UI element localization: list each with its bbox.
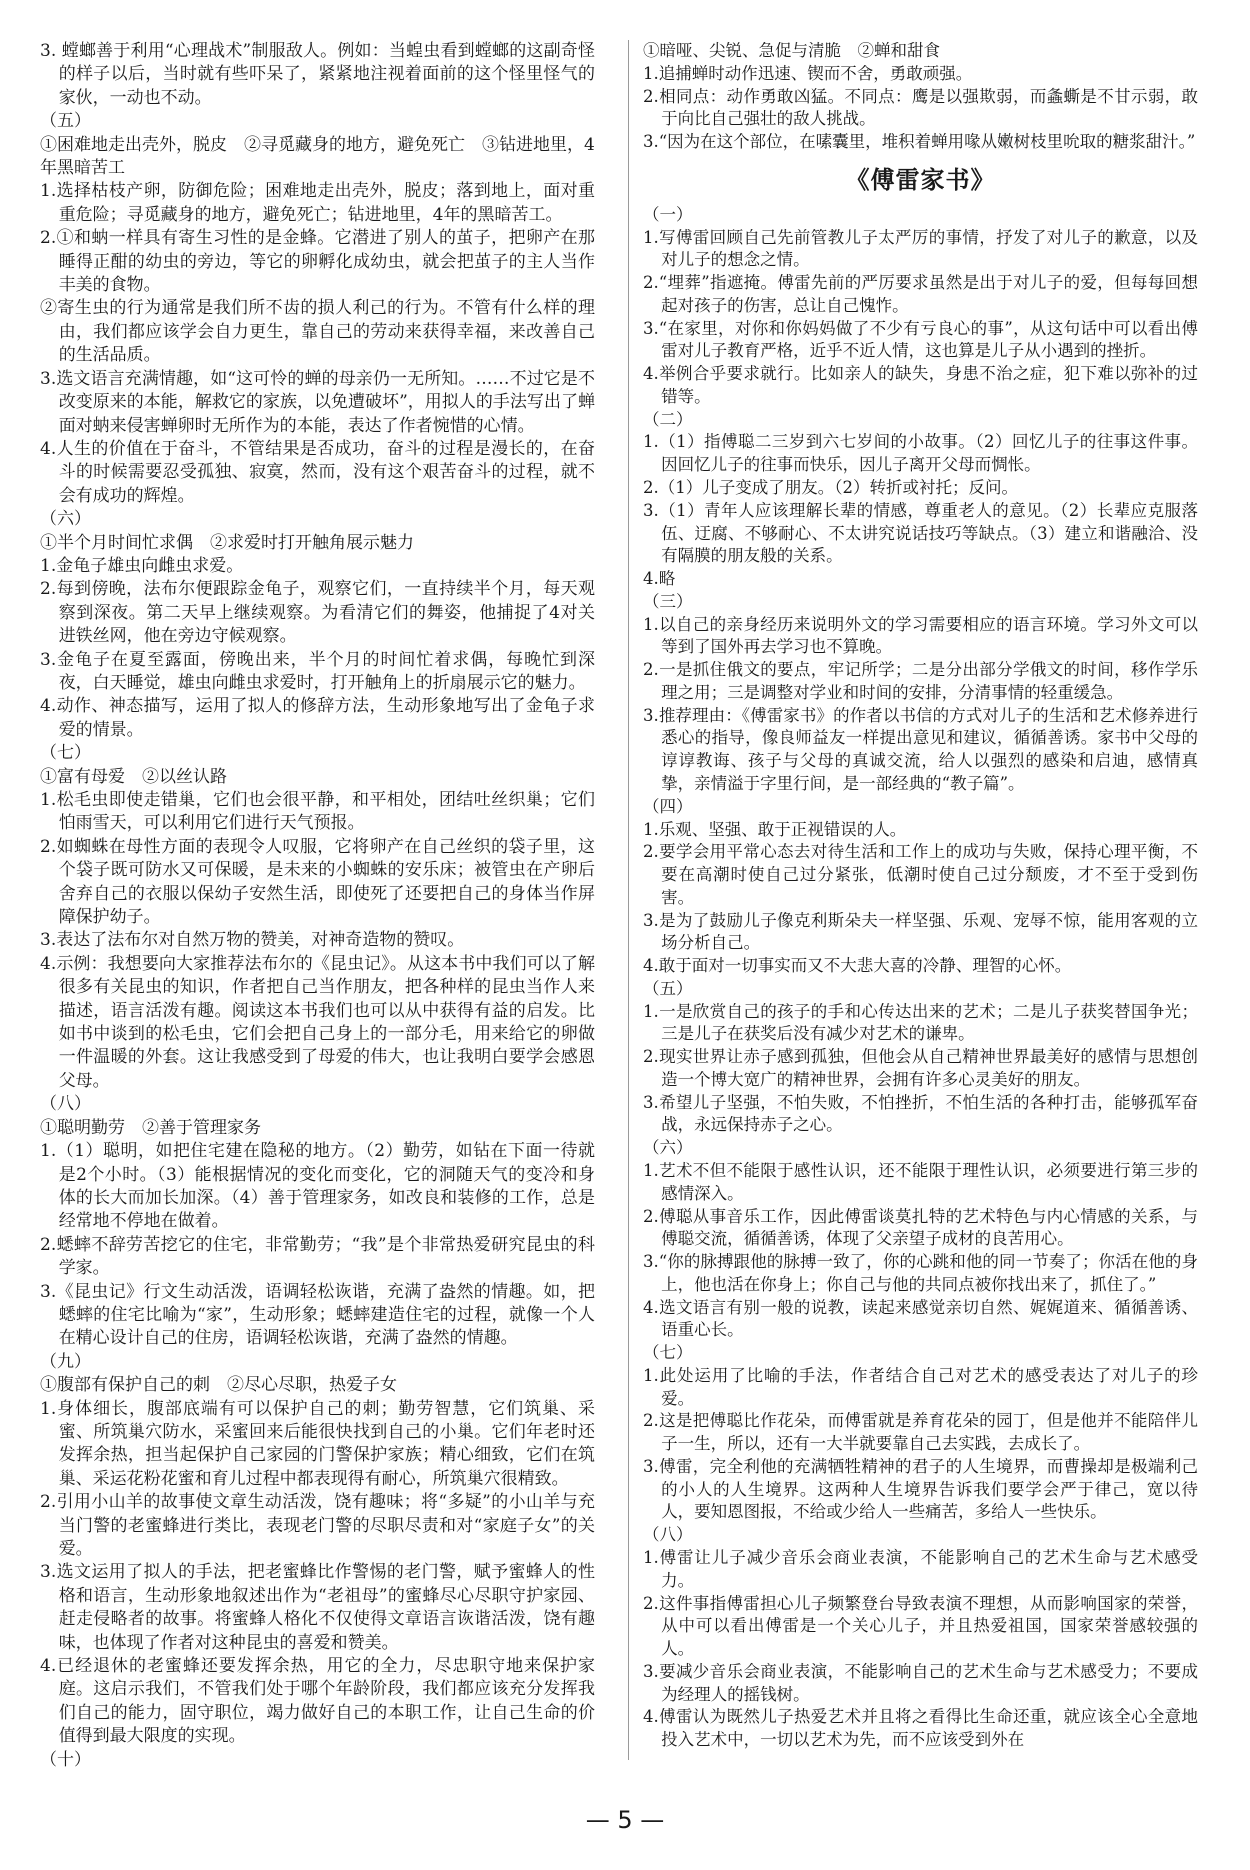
blank-answers: ①暗哑、尖锐、急促与清脆 ②蝉和甜食 bbox=[643, 41, 940, 60]
blank-answers: ①半个月时间忙求偶 ②求爱时打开触角展示魅力 bbox=[40, 532, 414, 553]
answer-item: 4.傅雷认为既然儿子热爱艺术并且将之看得比生命还重，就应该全心全意地投入艺术中，一切以艺术为先，而不应该受到外在 bbox=[643, 1707, 1198, 1750]
answer-item: 2.（1）儿子变成了朋友。（2）转折或衬托；反问。 bbox=[643, 478, 1018, 498]
section-heading: （二） bbox=[643, 409, 693, 429]
book-title: 《傅雷家书》 bbox=[845, 164, 996, 194]
answer-item: 2.这件事指傅雷担心儿子频繁登台导致表演不理想，从而影响国家的荣誉，从中可以看出傅雷是一个关心儿子，并且热爱祖国，国家荣誉感较强的人。 bbox=[643, 1593, 1198, 1659]
answer-item: 2.“埋葬”指遮掩。傅雷先前的严厉要求虽然是出于对儿子的爱，但每每回想起对孩子的伤害，总让自己愧怍。 bbox=[643, 273, 1198, 315]
answer-item: 1.艺术不但不能限于感性认识，还不能限于理性认识，必须要进行第三步的感情深入。 bbox=[643, 1160, 1198, 1203]
left-column bbox=[40, 40, 595, 1772]
answer-item: 3.金龟子在夏至露面，傍晚出来，半个月的时间忙着求偶，每晚忙到深夜，白天睡觉，雄虫向雌虫求爱时，打开触角上的折扇展示它的魅力。 bbox=[40, 649, 595, 693]
section-heading: （六） bbox=[40, 509, 91, 530]
column-divider bbox=[628, 40, 629, 1760]
section-heading: （五） bbox=[40, 111, 91, 132]
answer-item: 2.现实世界让赤子感到孤独，但他会从自己精神世界最美好的感情与思想创造一个博大宽广的精神世界，会拥有许多心灵美好的朋友。 bbox=[643, 1047, 1198, 1089]
answer-item: 2.蟋蟀不辞劳苦挖它的住宅，非常勤劳；“我”是个非常热爱研究昆虫的科学家。 bbox=[40, 1234, 595, 1279]
answer-item: 2.每到傍晚，法布尔便跟踪金龟子，观察它们，一直持续半个月，每天观察到深夜。第二天早上继续观察。为看清它们的舞姿，他捕捉了4对关进铁丝网，他在旁边守候观察。 bbox=[40, 579, 595, 647]
section-heading: （七） bbox=[643, 1343, 693, 1363]
answer-item: 3.要减少音乐会商业表演，不能影响自己的艺术生命与艺术感受力；不要成为经理人的摇钱树。 bbox=[643, 1661, 1198, 1704]
answer-item: 3.是为了鼓励儿子像克利斯朵夫一样坚强、乐观、宠辱不惊，能用客观的立场分析自己。 bbox=[643, 910, 1198, 953]
answer-item: 4.动作、神态描写，运用了拟人的修辞方法，生动形象地写出了金龟子求爱的情景。 bbox=[40, 696, 595, 740]
section-heading: （四） bbox=[643, 796, 693, 816]
answer-item: 3.《昆虫记》行文生动活泼，语调轻松诙谐，充满了盎然的情趣。如，把蟋蟀的住宅比喻为“家”，生动形象；蟋蟀建造住宅的过程，就像一个人在精心设计自己的住房，语调轻松诙谐，充满了盎然的情趣。 bbox=[40, 1281, 595, 1349]
answer-item: 3.推荐理由：《傅雷家书》的作者以书信的方式对儿子的生活和艺术修养进行悉心的指导，像良师益友一样提出意见和建议，循循善诱。家书中父母的谆谆教诲、孩子与父母的真诚交流，给人以强烈的感染和启迪，感情真挚，亲情溢于字里行间，是一部经典的“教子篇”。 bbox=[643, 705, 1198, 793]
section-heading: （八） bbox=[40, 1094, 91, 1115]
section-heading: （九） bbox=[40, 1351, 91, 1372]
answer-item: 1.傅雷让儿子减少音乐会商业表演，不能影响自己的艺术生命与艺术感受力。 bbox=[643, 1548, 1198, 1590]
answer-item: ②寄生虫的行为通常是我们所不齿的损人利己的行为。不管有什么样的理由，我们都应该学会自力更生，靠自己的劳动来获得幸福，来改善自己的生活品质。 bbox=[40, 298, 595, 366]
answer-item: 3.傅雷，完全利他的充满牺牲精神的君子的人生境界，而曹操却是极端利己的小人的人生境界。这两种人生境界告诉我们要学会严于律己，宽以待人，要知恩图报，不给或少给人一些痛苦，多给人一些快乐。 bbox=[643, 1456, 1198, 1522]
answer-item: 3.希望儿子坚强，不怕失败，不怕挫折，不怕生活的各种打击，能够孤军奋战，永远保持赤子之心。 bbox=[643, 1092, 1198, 1135]
answer-item: 1.追捕蝉时动作迅速、锲而不舍，勇敢顽强。 bbox=[643, 63, 973, 83]
answer-item: 1.以自己的亲身经历来说明外文的学习需要相应的语言环境。学习外文可以等到了国外再去学习也不算晚。 bbox=[643, 614, 1198, 657]
section-heading: （六） bbox=[643, 1138, 693, 1158]
answer-item: 4.人生的价值在于奋斗，不管结果是否成功，奋斗的过程是漫长的，在奋斗的时候需要忍受孤独、寂寞，然而，没有这个艰苦奋斗的过程，就不会有成功的辉煌。 bbox=[40, 438, 595, 506]
answer-item: 1.松毛虫即使走错巢，它们也会很平静，和平相处，团结吐丝织巢；它们怕雨雪天，可以利用它们进行天气预报。 bbox=[40, 790, 595, 834]
answer-item: 2.这是把傅聪比作花朵，而傅雷就是养育花朵的园丁，但是他并不能陪伴儿子一生，所以，还有一大半就要靠自己去实践，去成长了。 bbox=[643, 1411, 1198, 1454]
answer-item: 3.“在家里，对你和你妈妈做了不少有亏良心的事”，从这句话中可以看出傅雷对儿子教育严格，近乎不近人情，这也算是儿子从小遇到的挫折。 bbox=[643, 318, 1198, 361]
blank-answers: ①聪明勤劳 ②善于管理家务 bbox=[40, 1117, 261, 1138]
blank-answers: ①腹部有保护自己的刺 ②尽心尽职，热爱子女 bbox=[40, 1375, 397, 1396]
answer-item: 2.引用小山羊的故事使文章生动活泼，饶有趣味；将“多疑”的小山羊与充当门警的老蜜蜂进行类比，表现老门警的尽职尽责和对“家庭子女”的关爱。 bbox=[40, 1492, 595, 1559]
section-heading: （七） bbox=[40, 743, 91, 764]
answer-item: 4.已经退休的老蜜蜂还要发挥余热，用它的全力，尽忠职守地来保护家庭。这启示我们，不管我们处于哪个年龄阶段，我们都应该充分发挥我们自己的能力，固守职位，竭力做好自己的本职工作，让自己生命的价值得到最大限度的实现。 bbox=[40, 1656, 595, 1747]
answer-item: 1.金龟子雄虫向雌虫求爱。 bbox=[40, 555, 244, 576]
answer-item: 2.如蜘蛛在母性方面的表现令人叹服，它将卵产在自己丝织的袋子里，这个袋子既可防水又可保暖，是未来的小蜘蛛的安乐床；被管虫在产卵后舍弃自己的衣服以保幼子安然生活，即使死了还要把自己的身体当作屏障保护幼子。 bbox=[40, 836, 595, 928]
answer-item: 3.选文语言充满情趣，如“这可怜的蝉的母亲仍一无所知。……不过它是不改变原来的本能，解救它的家族，以免遭破坏”，用拟人的手法写出了蝉面对蚋来侵害蝉卵时无所作为的本能，表达了作者惋惜的心情。 bbox=[40, 368, 595, 436]
answer-item: 4.敢于面对一切事实而又不大悲大喜的冷静、理智的心怀。 bbox=[643, 956, 1072, 976]
answer-item: 2.①和蚋一样具有寄生习性的是金蜂。它潜进了别人的茧子，把卵产在那睡得正酣的幼虫的旁边，等它的卵孵化成幼虫，就会把茧子的主人当作丰美的食物。 bbox=[40, 228, 595, 296]
answer-item: 1.乐观、坚强、敢于正视错误的人。 bbox=[643, 819, 907, 839]
answer-item: 1.身体细长，腹部底端有可以保护自己的刺；勤劳智慧，它们筑巢、采蜜、所筑巢穴防水，采蜜回来后能很快找到自己的小巢。它们年老时还发挥余热，担当起保护自己家园的门警保护家族；精心细致，它们在筑巢、采运花粉花蜜和育儿过程中都表现得有耐心，所筑巢穴很精致。 bbox=[40, 1398, 595, 1489]
answer-item: 4.举例合乎要求就行。比如亲人的缺失，身患不治之症，犯下难以弥补的过错等。 bbox=[643, 364, 1198, 406]
section-heading: （八） bbox=[643, 1525, 693, 1545]
answer-item: 1.选择枯枝产卵，防御危险；困难地走出壳外，脱皮；落到地上，面对重重危险；寻觅藏身的地方，避免死亡；钻进地里，4年的黑暗苦工。 bbox=[40, 181, 595, 225]
section-heading: （三） bbox=[643, 591, 693, 611]
answer-item: 2.一是抓住俄文的要点，牢记所学；二是分出部分学俄文的时间，移作学乐理之用；三是调整对学业和时间的安排，分清事情的轻重缓急。 bbox=[643, 660, 1198, 702]
answer-item: 4.略 bbox=[643, 569, 676, 589]
answer-item: 1.此处运用了比喻的手法，作者结合自己对艺术的感受表达了对儿子的珍爱。 bbox=[643, 1365, 1198, 1408]
answer-item: 3.选文运用了拟人的手法，把老蜜蜂比作警惕的老门警，赋予蜜蜂人的性格和语言，生动形象地叙述出作为“老祖母”的蜜蜂尽心尽职守护家园、赶走侵略者的故事。将蜜蜂人格化不仅使得文章语言诙谐活泼，饶有趣味，也体现了作者对这种昆虫的喜爱和赞美。 bbox=[40, 1562, 595, 1653]
section-heading: （一） bbox=[643, 204, 693, 224]
answer-item: 2.要学会用平常心态去对待生活和工作上的成功与失败，保持心理平衡，不要在高潮时使自己过分紧张，低潮时使自己过分颓废，才不至于受到伤害。 bbox=[643, 842, 1198, 907]
right-column bbox=[643, 40, 1198, 1752]
page-number: — 5 — bbox=[585, 1806, 665, 1834]
answer-item: 2.相同点：动作勇敢凶猛。不同点：鹰是以强欺弱，而螽蟖是不甘示弱，敢于向比自己强壮的敌人挑战。 bbox=[643, 86, 1198, 129]
answer-item: 3.“你的脉搏跟他的脉搏一致了，你的心跳和他的同一节奏了；你活在他的身上，他也活在你身上；你自己与他的共同点被你找出来了，抓住了。” bbox=[643, 1252, 1198, 1294]
answer-item: 2.傅聪从事音乐工作，因此傅雷谈莫扎特的艺术特色与内心情感的关系，与傅聪交流，循循善诱，体现了父亲望子成材的良苦用心。 bbox=[643, 1206, 1198, 1249]
answer-item: 4.选文语言有别一般的说教，读起来感觉亲切自然、娓娓道来、循循善诱、语重心长。 bbox=[643, 1297, 1198, 1340]
answer-item: 1.写傅雷回顾自己先前管教儿子太严厉的事情，抒发了对儿子的歉意，以及对儿子的想念之情。 bbox=[643, 227, 1198, 270]
answer-item: 1.一是欣赏自己的孩子的手和心传达出来的艺术；二是儿子获奖替国争光；三是儿子在获奖后没有减少对艺术的谦卑。 bbox=[643, 1001, 1198, 1044]
answer-item: 3. 螳螂善于利用“心理战术”制服敌人。例如：当蝗虫看到螳螂的这副奇怪的样子以后，当时就有些吓呆了，紧紧地注视着面前的这个怪里怪气的家伙，一动也不动。 bbox=[40, 41, 595, 108]
blank-answers: ①困难地走出壳外，脱皮 ②寻觅藏身的地方，避免死亡 ③钻进地里，4年黑暗苦工 bbox=[40, 134, 595, 179]
answer-item: 3.表达了法布尔对自然万物的赞美，对神奇造物的赞叹。 bbox=[40, 930, 465, 951]
section-heading: （五） bbox=[643, 978, 693, 998]
answer-item: 3.（1）青年人应该理解长辈的情感，尊重老人的意见。（2）长辈应克服落伍、迂腐、不够耐心、不太讲究说话技巧等缺点。（3）建立和谐融洽、没有隔膜的朋友般的关系。 bbox=[643, 500, 1198, 566]
answer-item: 3.“因为在这个部位，在嗉囊里，堆积着蝉用喙从嫩树枝里吮取的糖浆甜汁。” bbox=[643, 132, 1196, 152]
answer-item: 4.示例：我想要向大家推荐法布尔的《昆虫记》。从这本书中我们可以了解很多有关昆虫的知识，作者把自己当作朋友，把各种样的昆虫当作人来描述，语言活泼有趣。阅读这本书我们也可以从中获得有益的启发。比如书中谈到的松毛虫，它们会把自己身上的一部分毛，用来给它的卵做一件温暖的外套。这让我感受到了母爱的伟大，也让我明白要学会感恩父母。 bbox=[40, 953, 595, 1091]
section-heading: （十） bbox=[40, 1749, 91, 1770]
answer-item: 1.（1）聪明，如把住宅建在隐秘的地方。（2）勤劳，如钻在下面一待就是2个小时。（3）能根据情况的变化而变化，它的洞随天气的变冷和身体的长大而加长加深。（4）善于管理家务，如改良和装修的工作，总是经常地不停地在做着。 bbox=[40, 1141, 595, 1232]
answer-item: 1.（1）指傅聪二三岁到六七岁间的小故事。（2）回忆儿子的往事这件事。因回忆儿子的往事而快乐，因儿子离开父母而惆怅。 bbox=[643, 432, 1198, 475]
blank-answers: ①富有母爱 ②以丝认路 bbox=[40, 766, 227, 787]
